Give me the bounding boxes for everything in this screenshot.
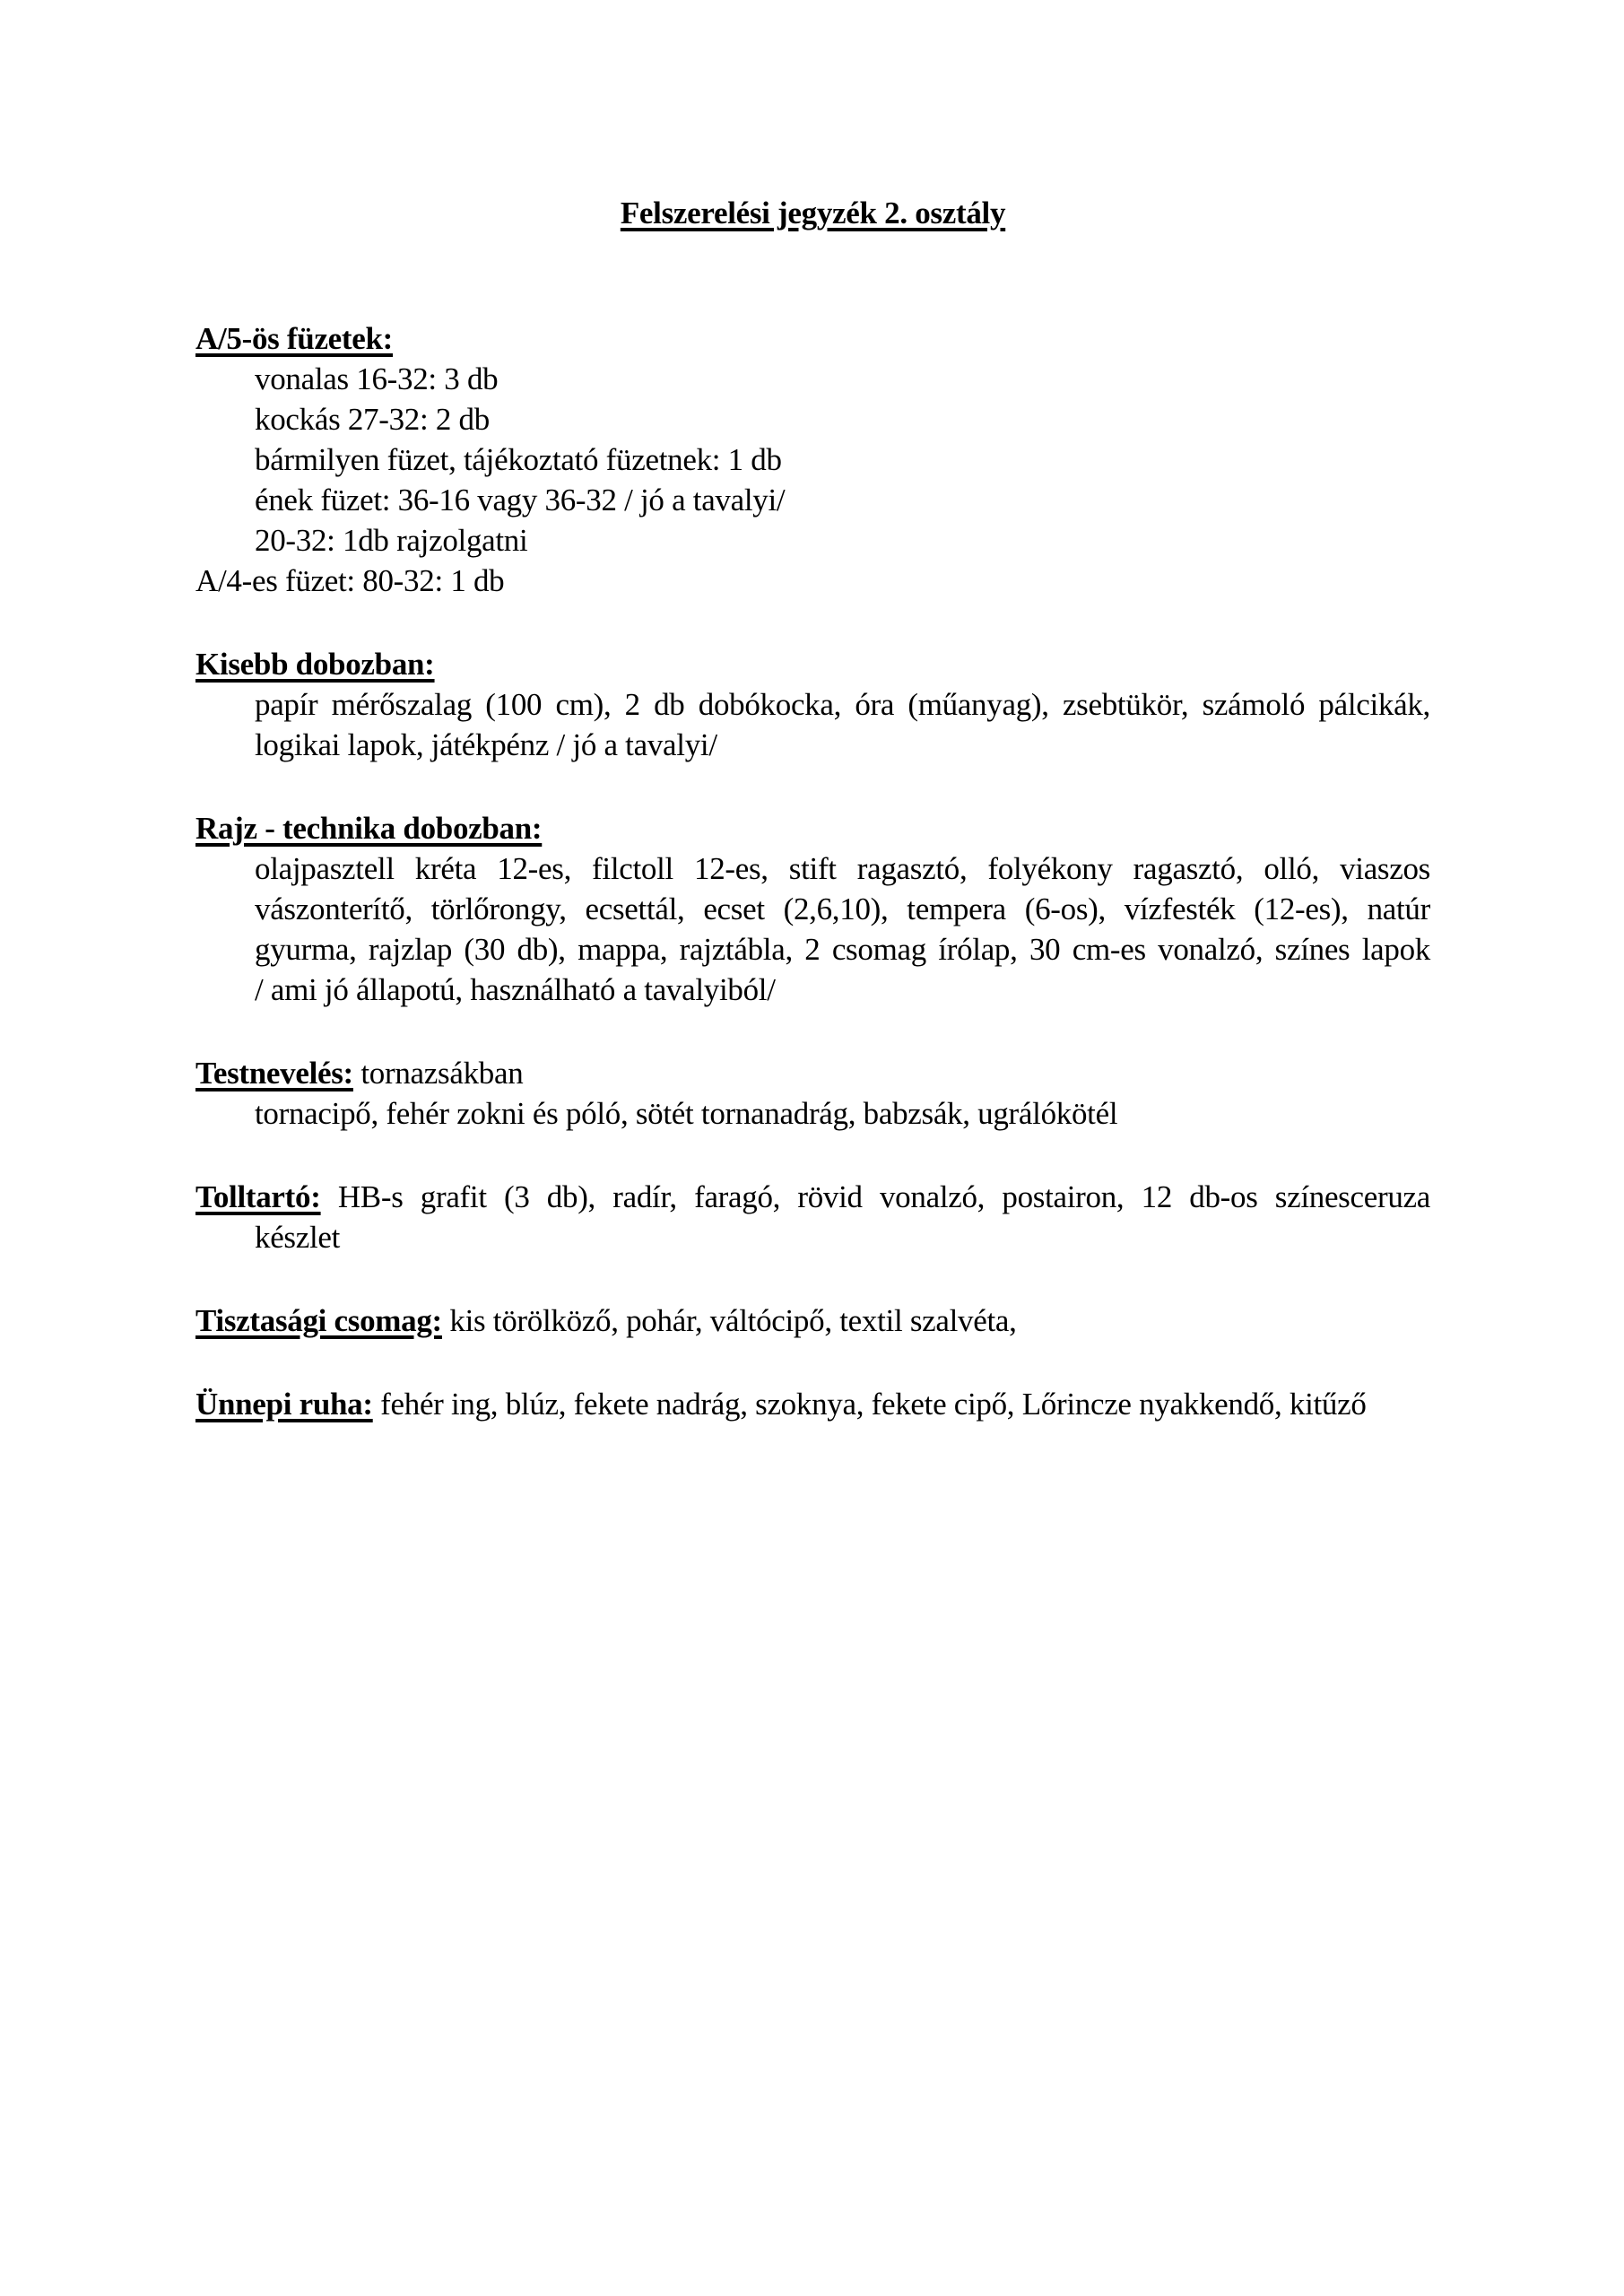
section-heading: Ünnepi ruha: [195, 1387, 373, 1422]
section-unnepi-ruha [195, 1384, 1430, 1424]
section-heading-row [195, 318, 1430, 359]
paragraph-line: / ami jó állapotú, használható a tavalyiból/ [255, 972, 776, 1007]
paragraph-line: gyurma, rajzlap (30 db), mappa, rajztábla, 2 csomag írólap, 30 cm-es vonalzó, színes lapok [255, 932, 1430, 967]
list-item: bármilyen füzet, tájékoztató füzetnek: 1 db [255, 442, 782, 477]
section-heading: Kisebb dobozban: [195, 647, 435, 682]
paragraph-line: készlet [255, 1220, 341, 1255]
section-heading-row [195, 1300, 1430, 1341]
paragraph-line: logikai lapok, játékpénz / jó a tavalyi/ [255, 727, 717, 762]
paragraph-line: kis törölköző, pohár, váltócipő, textil szalvéta, [441, 1303, 1017, 1338]
section-a5-fuzetek [195, 318, 1430, 601]
paragraph-line: HB-s grafit (3 db), radír, faragó, rövid vonalzó, postairon, 12 db-os színesceruza [320, 1179, 1430, 1214]
paragraph-line: tornacipő, fehér zokni és póló, sötét tornanadrág, babzsák, ugrálókötél [255, 1096, 1118, 1131]
paragraph-line: papír mérőszalag (100 cm), 2 db dobókocka, óra (műanyag), zsebtükör, számoló pálcikák, [255, 687, 1430, 722]
paragraph-line: olajpasztell kréta 12-es, filctoll 12-es, stift ragasztó, folyékony ragasztó, olló, viaszos [255, 851, 1430, 886]
section-kisebb-dobozban [195, 644, 1430, 765]
margin-note: A/4-es füzet: 80-32: 1 db [195, 563, 505, 598]
section-heading-row [195, 1384, 1430, 1424]
list-item: ének füzet: 36-16 vagy 36-32 / jó a tavalyi/ [255, 483, 786, 517]
list-item: 20-32: 1db rajzolgatni [255, 523, 528, 558]
paragraph-line: fehér ing, blúz, fekete nadrág, szoknya, fekete cipő, Lőrincze nyakkendő, kitűző [372, 1387, 1367, 1422]
section-testneveles [195, 1053, 1430, 1134]
section-heading-row [195, 808, 1430, 848]
section-heading: Testnevelés: [195, 1056, 353, 1091]
list-item: vonalas 16-32: 3 db [255, 361, 499, 396]
section-heading-row [195, 644, 1430, 684]
section-heading: A/5-ös füzetek: [195, 321, 394, 356]
heading-suffix: tornazsákban [352, 1056, 524, 1091]
section-tisztasagi-csomag [195, 1300, 1430, 1341]
list-item: kockás 27-32: 2 db [255, 402, 490, 437]
section-tolltarto [195, 1177, 1430, 1257]
section-heading-row [195, 1177, 1430, 1217]
section-heading: Rajz - technika dobozban: [195, 811, 543, 846]
section-heading: Tolltartó: [195, 1179, 321, 1214]
section-rajz-technika-dobozban [195, 808, 1430, 1010]
section-heading-row [195, 1053, 1430, 1093]
document-title: Felszerelési jegyzék 2. osztály [620, 196, 1006, 230]
section-heading: Tisztasági csomag: [195, 1303, 442, 1338]
paragraph-line: vászonterítő, törlőrongy, ecsettál, ecset (2,6,10), tempera (6-os), vízfesték (12-es), natúr [255, 891, 1430, 926]
